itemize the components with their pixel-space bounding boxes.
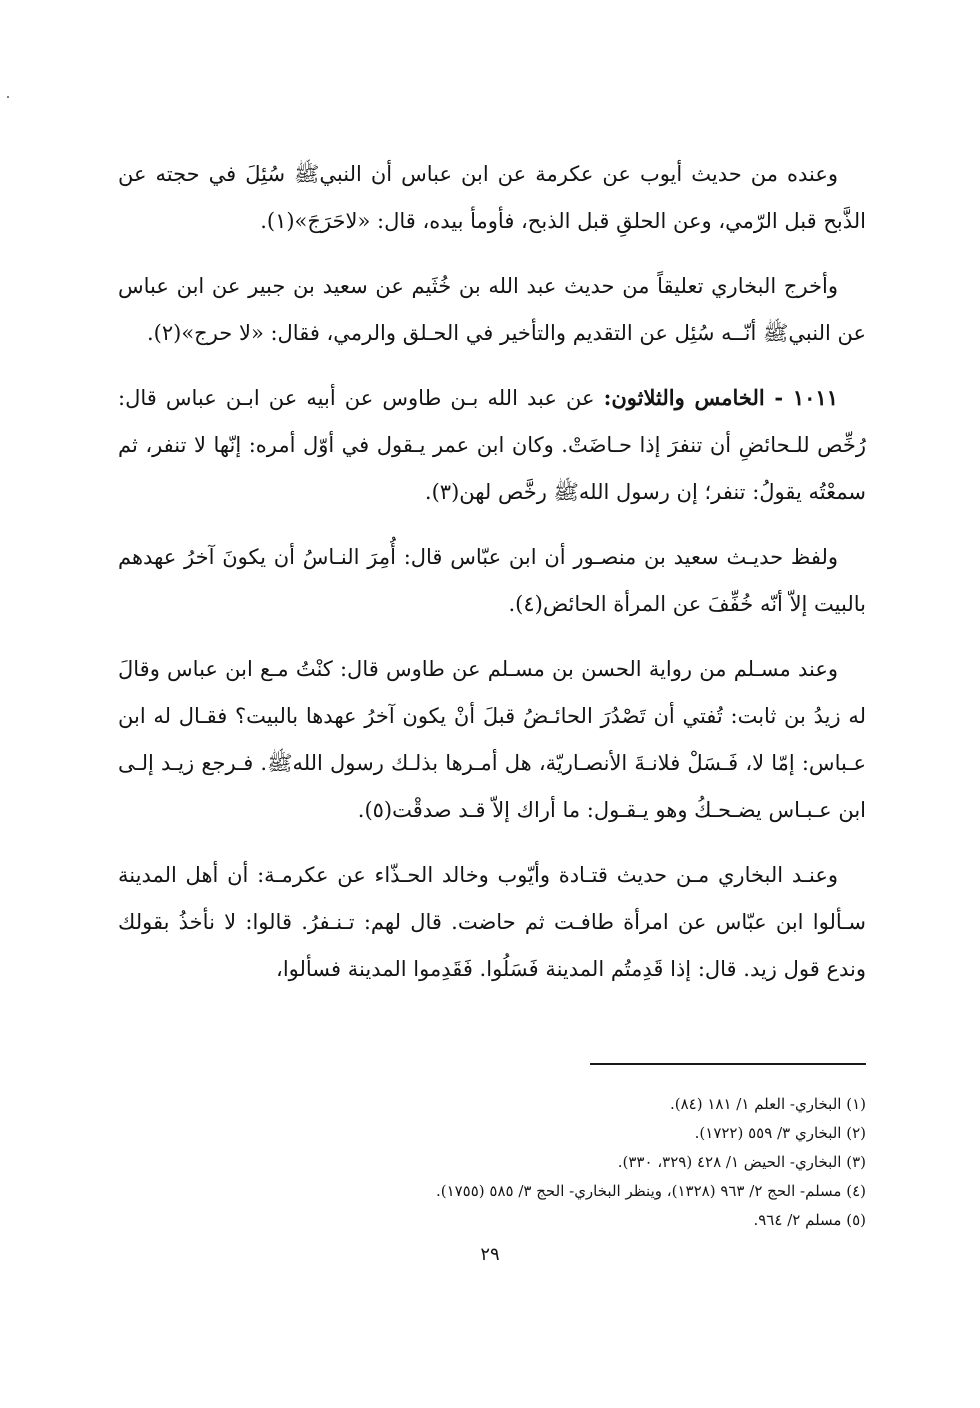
- footnote-2: (٢) البخاري ٣/ ٥٥٩ (١٧٢٢).: [694, 1124, 866, 1142]
- paragraph-5: [118, 645, 866, 834]
- paragraph-text: وعنـد البخاري مـن حديث قتـادة وأيّوب وخالد الحـذّاء عن عكرمـة: أن أهل المدينة سـألوا ابن عبّاس عن امرأة طافـت ثم حاضت. قال لهم: تـنـفرُ. قالوا: لا نأخذُ بقولك وندع قول زيد. قال: إذا قَدِمتُم المدينة فَسَلُوا. فَقَدِموا المدينة فسألوا،: [118, 863, 866, 981]
- paragraph-6: [118, 851, 866, 993]
- paragraph-text: وأخرج البخاري تعليقاً من حديث عبد الله بن خُثَيم عن سعيد بن جبير عن ابن عباس عن النبيﷺ أنّــه سُئِل عن التقديم والتأخير في الحـلق والرمي، فقال: «لا حرج»(٢).: [118, 274, 866, 345]
- paragraph-2: [118, 262, 866, 357]
- footnotes: [118, 1090, 866, 1235]
- footnote-5: (٥) مسلم ٢/ ٩٦٤.: [753, 1211, 866, 1229]
- paragraph-3: [118, 374, 866, 516]
- footnote-4: (٤) مسلم- الحج ٢/ ٩٦٣ (١٣٢٨)، وينظر البخاري- الحج ٣/ ٥٨٥ (١٧٥٥).: [435, 1182, 866, 1200]
- paragraph-text: وعنده من حديث أيوب عن عكرمة عن ابن عباس أن النبيﷺ سُئِلَ في حجته عن الذَّبح قبل الرّمي، وعن الحلقِ قبل الذبح، فأومأ بيده، قال: «لاحَرَجَ»(١).: [118, 162, 866, 233]
- paragraph-4: [118, 533, 866, 628]
- paragraph-text: وعند مسـلم من رواية الحسن بن مسـلم عن طاوس قال: كنْتُ مـع ابن عباس وقالَ له زيدُ بن ثابت: تُفتي أن تَصْدُرَ الحائـضُ قبلَ أنْ يكون آخرُ عهدها بالبيت؟ فقـال له ابن عـباس: إمّا لا، فَـسَلْ فلانـةَ الأنصـاريّة، هل أمـرها بذلـك رسول اللهﷺ. فـرجع زيـد إلـى ابن عـبـاس يضـحـكُ وهو يـقـول: ما أراك إلاّ قـد صدقْت(٥).: [118, 657, 866, 822]
- paragraph-text: ولفظ حديـث سعيد بن منصـور أن ابن عبّاس قال: أُمِرَ النـاسُ أن يكونَ آخرُ عهدهم بالبيت إلاّ أنّه خُفِّفَ عن المرأة الحائض(٤).: [118, 545, 866, 616]
- paragraph-text: عن عبد الله بـن طاوس عن أبيه عن ابـن عباس قال: رُخِّص للـحائضِ أن تنفرَ إذا حـاضَتْ. وكان ابن عمر يـقول في أوّل أمره: إنّها لا تنفر، ثم سمعْتُه يقولُ: تنفر؛ إن رسول اللهﷺ رخَّص لهن(٣).: [118, 386, 866, 504]
- footnote-1: (١) البخاري- العلم ١/ ١٨١ (٨٤).: [669, 1095, 866, 1113]
- scan-speck: [7, 96, 9, 98]
- main-text: [118, 150, 866, 1010]
- page-number: ٢٩: [480, 1244, 500, 1265]
- footnote-divider: [590, 1063, 866, 1065]
- paragraph-1: [118, 150, 866, 245]
- hadith-heading: ١٠١١ - الخامس والثلاثون:: [603, 385, 838, 410]
- footnote-3: (٣) البخاري- الحيض ١/ ٤٢٨ (٣٢٩، ٣٣٠).: [617, 1153, 866, 1171]
